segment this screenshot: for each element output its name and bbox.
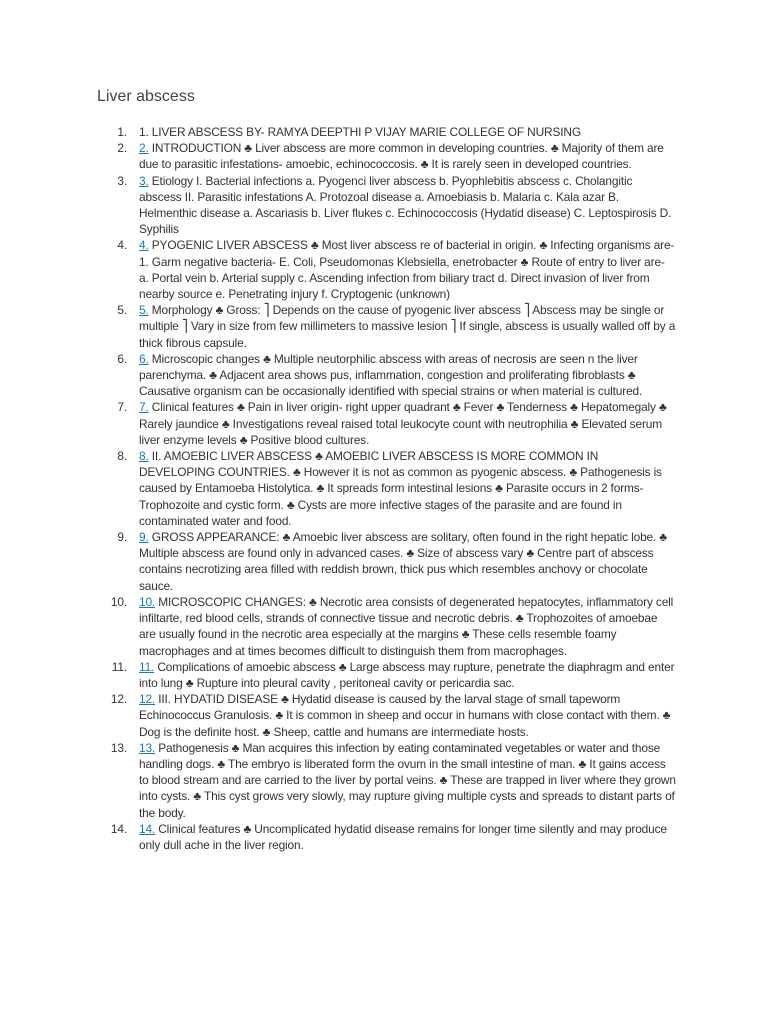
list-number: 11.	[111, 659, 127, 674]
slide-link[interactable]: 5.	[139, 303, 149, 318]
list-item	[97, 124, 677, 140]
list-number: 4.	[117, 238, 127, 253]
list-number: 8.	[117, 449, 127, 464]
slide-link[interactable]: 4.	[139, 238, 149, 253]
list-number: 13.	[110, 740, 127, 755]
list-item-text: MICROSCOPIC CHANGES: ♣ Necrotic area consists of degenerated hepatocytes, inflammatory cell infiltarte, red blood cells, strands of connective tissue and necrotic debris. ♣ Trophozoites of amoebae are usually found in the necrotic area especially at the margins ♣ These cells resemble foamy macrophages and at times becomes difficult to distinguish them from macrophages.	[139, 594, 674, 658]
list-item	[97, 691, 677, 740]
list-number: 5.	[117, 303, 127, 318]
list-item-text: Microscopic changes ♣ Multiple neutorphilic abscess with areas of necrosis are seen n the liver parenchyma. ♣ Adjacent area shows pus, inflammation, congestion and proliferating fibroblasts ♣ Causative organism can be occasionally identified with special strains or when material is cultured.	[139, 351, 643, 399]
list-number: 3.	[117, 173, 127, 188]
list-item-text: INTRODUCTION ♣ Liver abscess are more common in developing countries. ♣ Majority of them are due to parasitic infestations- amoebic, echinococcosis. ♣ It is rarely seen in developed countries.	[139, 141, 664, 172]
slide-link[interactable]: 8.	[139, 449, 149, 464]
list-item	[97, 529, 677, 594]
slide-link[interactable]: 10.	[139, 594, 156, 609]
list-item-text: Pathogenesis ♣ Man acquires this infection by eating contaminated vegetables or water and those handling dogs. ♣ The embryo is liberated form the ovum in the small intestine of man. ♣ It gains access to blood stream and are carried to the liver by portal veins. ♣ These are trapped in liver where they grown into cysts. ♣ This cyst grows very slowly, may rupture giving multiple cysts and spreads to distant parts of the body.	[139, 740, 676, 820]
slide-link[interactable]: 11.	[139, 659, 155, 674]
list-item	[97, 448, 677, 529]
list-number: 12.	[110, 692, 127, 707]
slide-list	[97, 124, 677, 853]
list-item-text: III. HYDATID DISEASE ♣ Hydatid disease is caused by the larval stage of small tapeworm Echinococcus Granulosis. ♣ It is common in sheep and occur in humans with close contact with them. ♣ Dog is the definite host. ♣ Sheep, cattle and humans are intermediate hosts.	[139, 692, 671, 739]
slide-link[interactable]: 9.	[139, 530, 149, 545]
list-number: 9.	[117, 530, 127, 545]
slide-link[interactable]: 14.	[139, 821, 156, 836]
list-item-text: 1. LIVER ABSCESS BY- RAMYA DEEPTHI P VIJAY MARIE COLLEGE OF NURSING	[139, 125, 581, 139]
slide-link[interactable]: 13.	[139, 740, 156, 755]
slide-link[interactable]: 2.	[139, 141, 149, 156]
list-item-text: Etiology I. Bacterial infections a. Pyogenci liver abscess b. Pyophlebitis abscess c. Cholangitic abscess II. Parasitic infestations A. Protozoal disease a. Amoebiasis b. Malaria c. Kala azar B. Helmenthic disease a. Ascariasis b. Liver flukes c. Echinococcosis (Hydatid disease) C. Leptospirosis D. Syphilis	[139, 173, 672, 237]
list-item-text: Clinical features ♣ Uncomplicated hydatid disease remains for longer time silently and may produce only dull ache in the liver region.	[139, 821, 667, 852]
list-number: 1.	[117, 125, 127, 139]
list-item-text: Complications of amoebic abscess ♣ Large abscess may rupture, penetrate the diaphragm and enter into lung ♣ Rupture into pleural cavity , peritoneal cavity or pericardia sac.	[139, 659, 675, 690]
list-item	[97, 740, 677, 821]
list-item-text: GROSS APPEARANCE: ♣ Amoebic liver abscess are solitary, often found in the right hepatic lobe. ♣ Multiple abscess are found only in advanced cases. ♣ Size of abscess vary ♣ Centre part of abscess contains necrotizing area filled with reddish brown, thick pus which resembles anchovy or chocolate sauce.	[139, 530, 667, 593]
list-item	[97, 821, 677, 853]
slide-link[interactable]: 12.	[139, 692, 156, 707]
list-number: 7.	[117, 400, 127, 415]
list-item	[97, 399, 677, 448]
list-number: 14.	[110, 821, 127, 836]
list-item	[97, 594, 677, 659]
list-item-text: PYOGENIC LIVER ABSCESS ♣ Most liver abscess re of bacterial in origin. ♣ Infecting organisms are- 1. Garm negative bacteria- E. Coli, Pseudomonas Klebsiella, enetrobacter ♣ Route of entry to liver are- a. Portal vein b. Arterial supply c. Ascending infection from biliary tract d. Direct invasion of liver from nearby source e. Penetrating injury f. Cryptogenic (unknown)	[139, 238, 675, 302]
list-item-text: II. AMOEBIC LIVER ABSCESS ♣ AMOEBIC LIVER ABSCESS IS MORE COMMON IN DEVELOPING COUNTRIES. ♣ However it is not as common as pyogenic abscess. ♣ Pathogenesis is caused by Entamoeba Histolytica. ♣ It spreads form intestinal lesions ♣ Parasite occurs in 2 forms- Trophozoite and cystic form. ♣ Cysts are more infective stages of the parasite and are found in contaminated water and food.	[139, 449, 662, 528]
list-item	[97, 351, 677, 400]
list-number: 10.	[110, 594, 127, 609]
document-title: Liver abscess	[97, 88, 195, 105]
list-item-text: Clinical features ♣ Pain in liver origin- right upper quadrant ♣ Fever ♣ Tenderness ♣ Hepatomegaly ♣ Rarely jaundice ♣ Investigations reveal raised total leukocyte count with neutrophilia ♣ Elevated serum liver enzyme levels ♣ Positive blood cultures.	[139, 400, 667, 447]
list-item	[97, 140, 677, 172]
slide-link[interactable]: 6.	[139, 351, 149, 366]
list-item	[97, 173, 677, 238]
list-item-text: Morphology ♣ Gross: ⎤ Depends on the cause of pyogenic liver abscess ⎤ Abscess may be single or multiple ⎤ Vary in size from few millimeters to massive lesion ⎤ If single, abscess is usually walled off by a thick fibrous capsule.	[139, 303, 676, 350]
slide-link[interactable]: 3.	[139, 173, 149, 188]
list-number: 2.	[117, 141, 127, 156]
list-item	[97, 659, 677, 691]
list-number: 6.	[117, 351, 127, 366]
list-item	[97, 237, 677, 302]
slide-link[interactable]: 7.	[139, 400, 149, 415]
list-item	[97, 302, 677, 351]
